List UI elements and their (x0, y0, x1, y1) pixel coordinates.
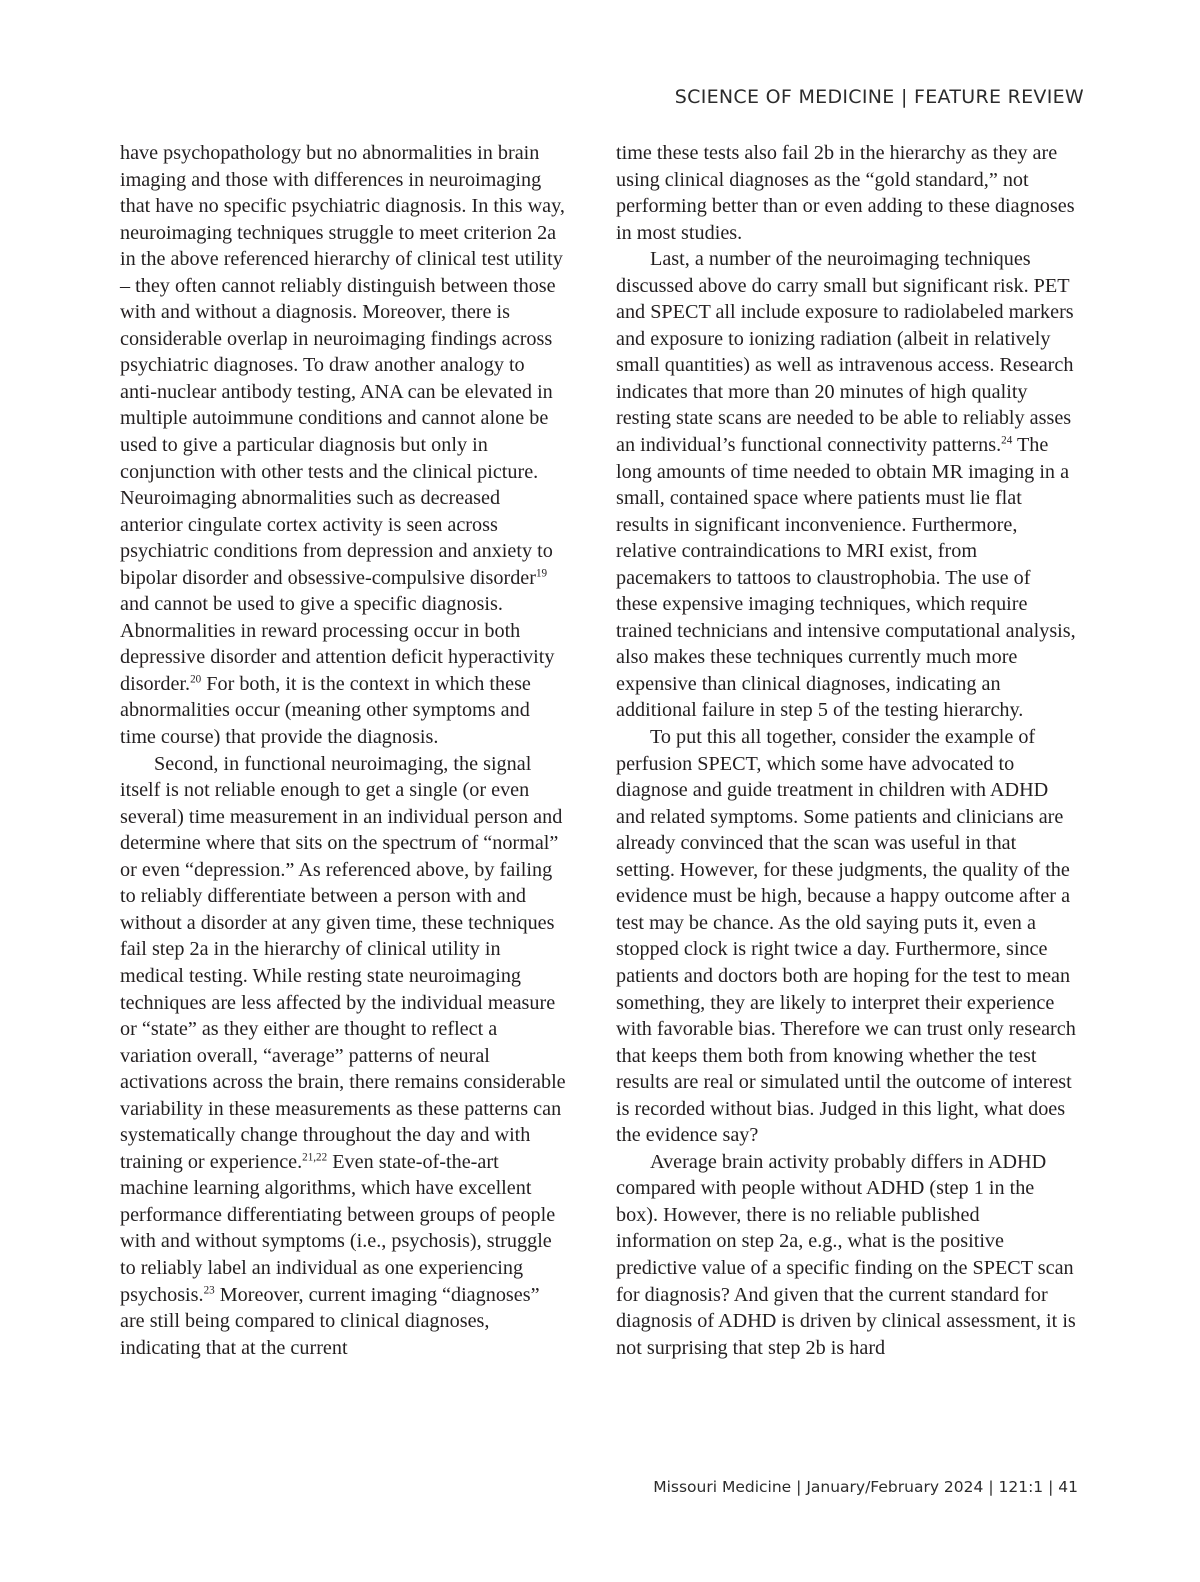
right-column (616, 140, 1076, 1361)
citation-ref: 19 (536, 567, 548, 580)
paragraph: Last, a number of the neuroimaging techniques discussed above do carry small but significant risk. PET and SPECT all include exposure to radiolabeled markers and exposure to ionizing radiation (albeit in relatively small quantities) as well as intravenous access. Research indicates that more than 20 minutes of high quality resting state scans are needed to be able to reliably asses an individual’s functional connectivity patterns.$^{24}$ The long amounts of time needed to obtain MR imaging in a small, contained space where patients must lie flat results in significant inconvenience. Furthermore, relative contraindications to MRI exist, from pacemakers to tattoos to claustrophobia. The use of these expensive imaging techniques, which require trained technicians and intensive computational analysis, also makes these techniques currently much more expensive than clinical diagnoses, indicating an additional failure in step 5 of the testing hierarchy. (616, 248, 1076, 722)
citation-ref: 21,22 (302, 1151, 328, 1164)
footer-separator: | (796, 1478, 802, 1496)
citation-ref: 23 (203, 1283, 215, 1296)
header-separator: | (900, 86, 908, 108)
volume-issue: 121:1 (998, 1478, 1044, 1496)
paragraph: Average brain activity probably differs in ADHD compared with people without ADHD (step 1 in the box). However, there is no reliable published information on step 2a, e.g., what is the positive predictive value of a specific finding on the SPECT scan for diagnosis? And given that the current standard for diagnosis of ADHD is driven by clinical assessment, it is not surprising that step 2b is hard (616, 1150, 1076, 1359)
issue-date: January/February 2024 (806, 1478, 984, 1496)
article-type: FEATURE REVIEW (913, 86, 1084, 108)
paragraph: time these tests also fail 2b in the hierarchy as they are using clinical diagnoses as the “gold standard,” not performing better than or even adding to these diagnoses in most studies. (616, 142, 1075, 244)
citation-ref: 20 (190, 673, 202, 686)
citation-ref: 24 (1001, 434, 1013, 447)
page-footer (653, 1478, 1078, 1496)
journal-name: Missouri Medicine (653, 1478, 792, 1496)
footer-separator: | (1048, 1478, 1054, 1496)
paragraph: To put this all together, consider the example of perfusion SPECT, which some have advocated to diagnose and guide treatment in children with ADHD and related symptoms. Some patients and clinicians are already convinced that the scan was useful in that setting. However, for these judgments, the quality of the evidence must be high, because a happy outcome after a test may be chance. As the old saying puts it, even a stopped clock is right twice a day. Furthermore, since patients and doctors both are hoping for the test to mean something, they are likely to interpret their experience with favorable bias. Therefore we can trust only research that keeps them both from knowing whether the test results are real or simulated until the outcome of interest is recorded without bias. Judged in this light, what does the evidence say? (616, 726, 1076, 1147)
left-column (120, 140, 566, 1361)
paragraph: Second, in functional neuroimaging, the signal itself is not reliable enough to get a single (or even several) time measurement in an individual person and determine where that sits on the spectrum of “normal” or even “depression.” As referenced above, by failing to reliably differentiate between a person with and without a disorder at any given time, these techniques fail step 2a in the hierarchy of clinical utility in medical testing. While resting state neuroimaging techniques are less affected by the individual measure or “state” as they either are thought to reflect a variation overall, “average” patterns of neural activations across the brain, there remains considerable variability in these measurements as these patterns can systematically change throughout the day and with training or experience.$^{21,22}$ Even state-of-the-art machine learning algorithms, which have excellent performance differentiating between groups of people with and without symptoms (i.e., psychosis), struggle to reliably label an individual as one experiencing psychosis.$^{23}$ Moreover, current imaging “diagnoses” are still being compared to clinical diagnoses, indicating that at the current (120, 752, 566, 1359)
footer-separator: | (988, 1478, 994, 1496)
section-title: SCIENCE OF MEDICINE (674, 86, 895, 108)
paragraph: have psychopathology but no abnormalities in brain imaging and those with differences in neuroimaging that have no specific psychiatric diagnosis. In this way, neuroimaging techniques struggle to meet criterion 2a in the above referenced hierarchy of clinical test utility – they often cannot reliably distinguish between those with and without a diagnosis. Moreover, there is considerable overlap in neuroimaging findings across psychiatric diagnoses. To draw another analogy to anti-nuclear antibody testing, ANA can be elevated in multiple autoimmune conditions and cannot alone be used to give a particular diagnosis but only in conjunction with other tests and the clinical picture. Neuroimaging abnormalities such as decreased anterior cingulate cortex activity is seen across psychiatric conditions from depression and anxiety to bipolar disorder and obsessive-compulsive disorder$^{19}$ and cannot be used to give a specific diagnosis. Abnormalities in reward processing occur in both depressive disorder and attention deficit hyperactivity disorder.$^{20}$ For both, it is the context in which these abnormalities occur (meaning other symptoms and time course) that provide the diagnosis. (120, 142, 565, 749)
page-number: 41 (1058, 1478, 1078, 1496)
running-head (675, 86, 1084, 108)
